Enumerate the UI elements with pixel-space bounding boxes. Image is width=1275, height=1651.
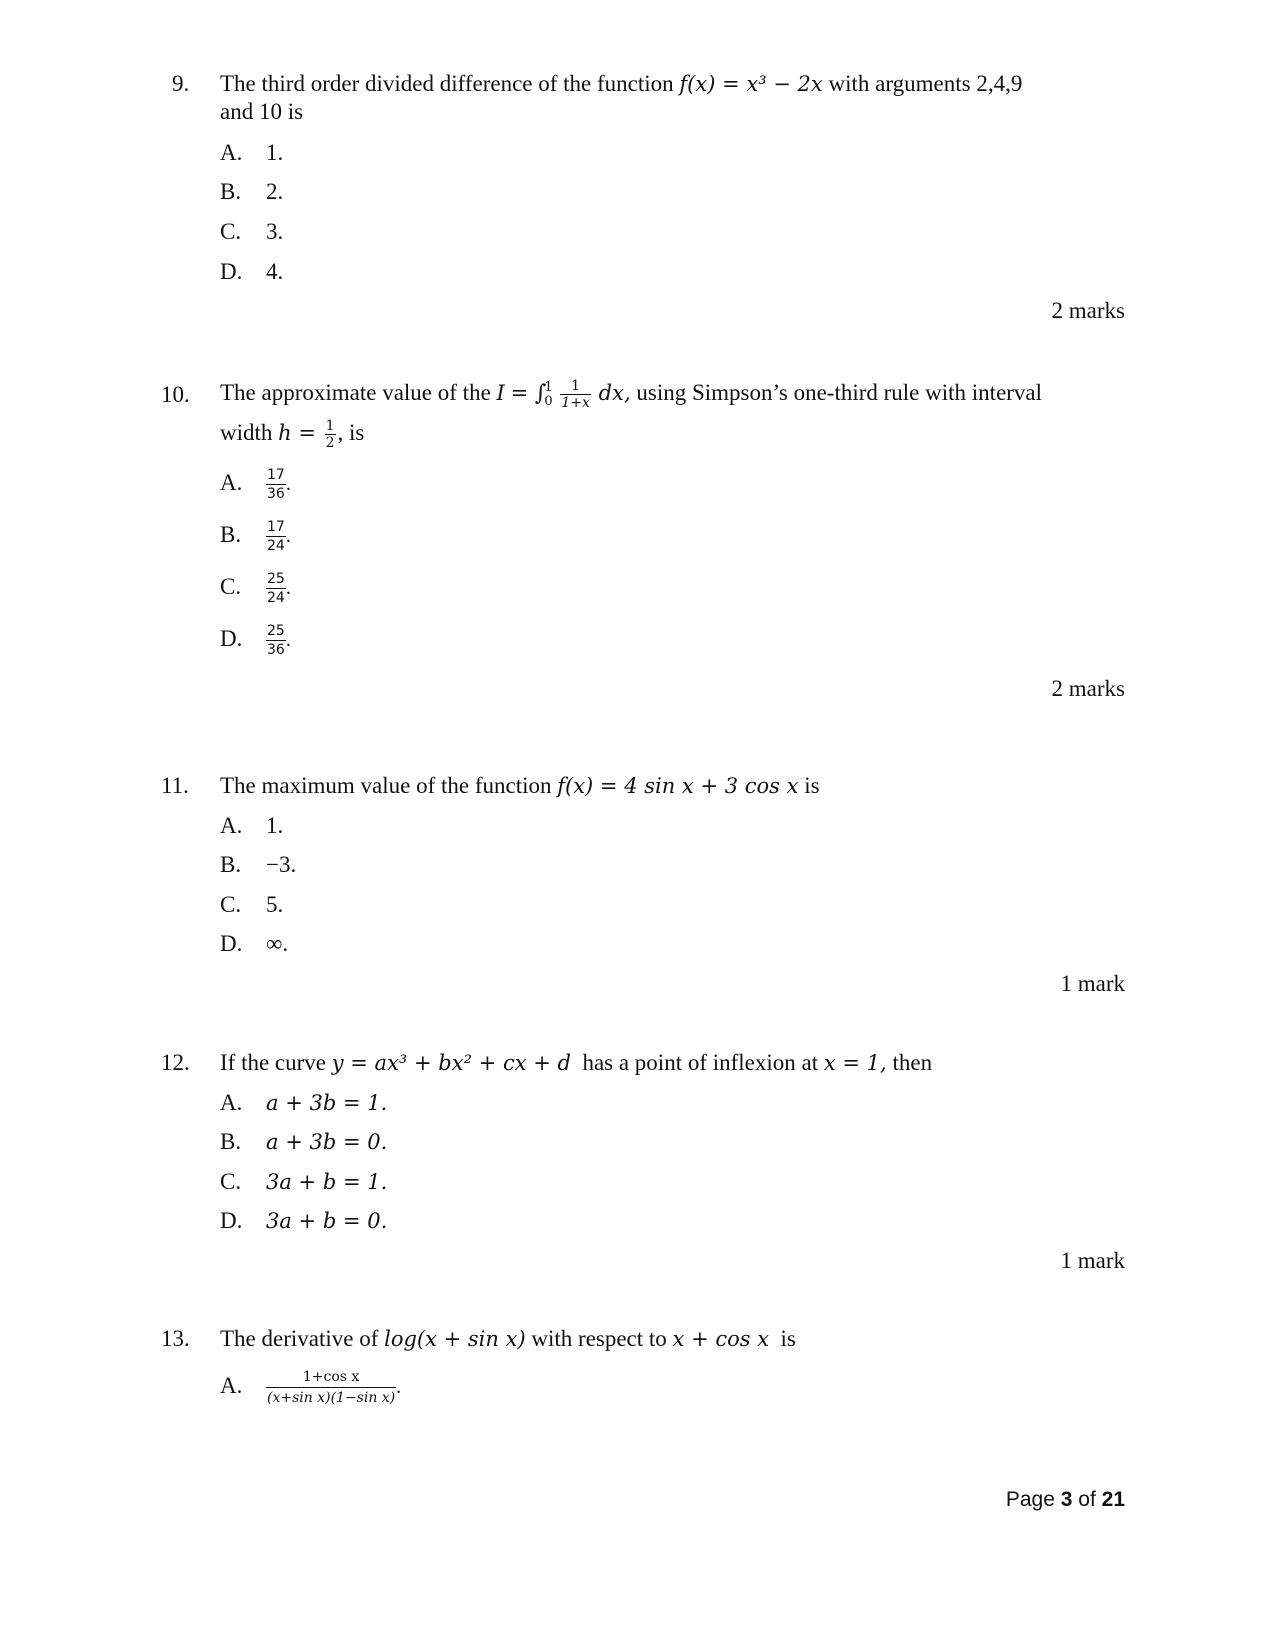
option-fraction: $\frac{25}{36}$ [267,623,285,658]
option-fraction: $\frac{25}{24}$ [267,571,285,606]
option-letter: D. [220,931,243,956]
option-letter: B. [220,521,242,547]
integrand-fraction: $\frac{1}{1+x}$ [561,378,590,411]
option-text: 5. [266,892,284,917]
option-a[interactable]: A. $\frac{17}{36}$ . [220,467,291,502]
option-letter: D. [220,625,243,651]
option-c[interactable] [220,218,283,246]
option-letter: B. [220,179,242,204]
option-letter: B. [220,852,242,877]
option-text: −3. [266,852,297,877]
math-expression: f(x) = x³ − 2x [679,72,823,96]
marks-label: 2 marks [1051,298,1125,323]
option-text: a + 3b = 0. [266,1130,388,1154]
math-expression: y = ax³ + bx² + cx + d [331,1051,571,1075]
option-b[interactable]: B. $\frac{17}{24}$ . [220,519,291,554]
math-expression: x = 1, [823,1051,887,1075]
option-letter: B. [220,1129,242,1154]
option-c[interactable]: C. $\frac{25}{24}$ . [220,571,291,606]
option-fraction: $\frac{\text{1+cos x}}{\text{(x+sin x)(1−sin x)}}$ [267,1369,396,1406]
question-number: 10. [161,382,190,407]
option-text: 3a + b = 1. [266,1170,388,1194]
question-stem: The derivative of log(x + sin x) with respect to x + cos x is [220,1326,796,1351]
option-d[interactable] [220,930,288,958]
math-expression: x + cos x [672,1327,770,1351]
option-text: 2. [266,179,284,204]
option-text: 1. [266,140,284,165]
question-stem: The maximum value of the function f(x) = 4 sin x + 3 cos x is [220,773,820,798]
option-letter: C. [220,573,242,599]
option-b[interactable] [220,178,283,206]
marks-label: 2 marks [1051,676,1125,701]
integral-sign: ∫ [534,380,547,406]
option-letter: C. [220,219,242,244]
option-text: 3a + b = 0. [266,1209,388,1233]
option-a[interactable] [220,1089,387,1117]
question-number: 12. [161,1050,190,1075]
option-text: 3. [266,219,284,244]
option-fraction: $\frac{17}{24}$ [267,519,285,554]
math-expression: f(x) = 4 sin x + 3 cos x [557,774,799,798]
option-text: a + 3b = 1. [266,1091,388,1115]
option-c[interactable] [220,1168,387,1196]
option-letter: A. [220,469,243,495]
option-letter: A. [220,140,243,165]
option-text: 1. [266,813,284,838]
option-letter: A. [220,1090,243,1115]
integral-limits: 1 0 [544,379,553,409]
option-d[interactable]: D. $\frac{25}{36}$ . [220,623,291,658]
question-number: 13. [161,1326,190,1351]
option-a[interactable] [220,139,283,167]
option-b[interactable] [220,1128,387,1156]
marks-label: 1 mark [1060,971,1125,996]
question-stem: If the curve y = ax³ + bx² + cx + d has a point of inflexion at x = 1, then [220,1050,933,1075]
page-number: Page 3 of 21 [1005,1488,1125,1511]
option-letter: D. [220,1208,243,1233]
option-b[interactable] [220,851,296,879]
option-d[interactable] [220,258,283,286]
math-expression: log(x + sin x) [384,1327,526,1351]
option-text: 4. [266,259,284,284]
option-letter: A. [220,1372,243,1398]
question-number: 11. [161,773,189,798]
option-d[interactable] [220,1207,387,1235]
marks-label: 1 mark [1060,1248,1125,1273]
option-a[interactable] [220,812,283,840]
option-c[interactable] [220,891,283,919]
option-letter: A. [220,813,243,838]
h-fraction: $\frac{1}{2}$ [325,418,335,451]
option-fraction: $\frac{17}{36}$ [267,467,285,502]
option-letter: C. [220,892,242,917]
question-number: 9. [172,71,190,96]
option-letter: C. [220,1169,242,1194]
option-letter: D. [220,259,243,284]
question-stem: The third order divided difference of the function f(x) = x³ − 2x with arguments 2,4,9 and 10 is [220,71,1023,124]
option-text: ∞. [266,931,289,956]
question-stem: The approximate value of the I = ∫ 1 0 $\frac{1}{1+x}$ dx, using Simpson’s one-third rule with interval width h = $\frac{1}{2}$ , is [220,378,1043,451]
option-a[interactable]: A. $\frac{\text{1+cos x}}{\text{(x+sin x)(1−sin x)}}$ . [220,1369,402,1406]
